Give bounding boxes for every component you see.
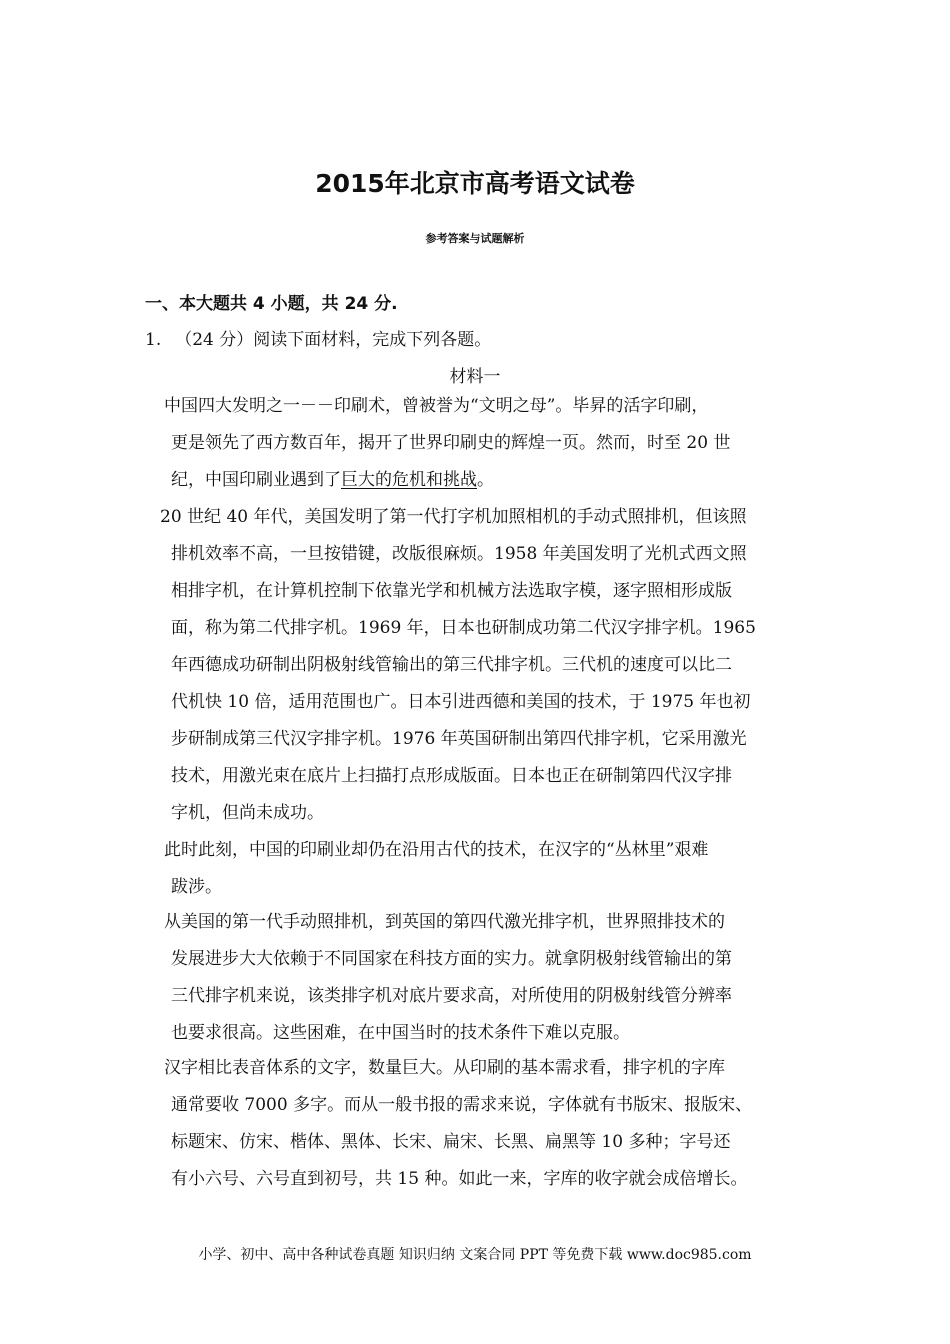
paragraph-line: 字机，但尚未成功。 [171, 803, 324, 823]
paragraph-line: 三代排字机来说，该类排字机对底片要求高，对所使用的阴极射线管分辨率 [171, 986, 732, 1006]
document-title: 2015年北京市高考语文试卷 [315, 169, 635, 198]
underlined-phrase: 巨大的危机和挑战 [341, 470, 477, 490]
paragraph-line: 步研制成第三代汉字排字机。1976 年英国研制出第四代排字机，它采用激光 [171, 729, 747, 749]
paragraph-line: 标题宋、仿宋、楷体、黑体、长宋、扁宋、长黑、扁黑等 10 多种；字号还 [171, 1132, 731, 1152]
paragraph-line: 相排字机，在计算机控制下依靠光学和机械方法选取字模，逐字照相形成版 [171, 581, 732, 601]
paragraph-line [171, 469, 494, 491]
paragraph-line: 通常要收 7000 多字。而从一般书报的需求来说，字体就有书版宋、报版宋、 [171, 1095, 753, 1115]
paragraph-line: 发展进步大大依赖于不同国家在科技方面的实力。就拿阴极射线管输出的第 [171, 949, 732, 969]
paragraph-text: 纪，中国印刷业遇到了 [171, 470, 341, 490]
paragraph-line: 更是领先了西方数百年，揭开了世界印刷史的辉煌一页。然而，时至 20 世 [171, 433, 731, 453]
paragraph-line: 排机效率不高，一旦按错键，改版很麻烦。1958 年美国发明了光机式西文照 [171, 544, 747, 564]
paragraph-line: 技术，用激光束在底片上扫描打点形成版面。日本也正在研制第四代汉字排 [171, 766, 732, 786]
question-number: 1. [145, 330, 162, 350]
question-text: （24 分）阅读下面材料，完成下列各题。 [175, 330, 492, 350]
paragraph-line: 20 世纪 40 年代，美国发明了第一代打字机加照相机的手动式照排机，但该照 [160, 507, 747, 527]
question-1 [145, 325, 491, 350]
paragraph-line: 年西德成功研制出阴极射线管输出的第三代排字机。三代机的速度可以比二 [171, 655, 732, 675]
paragraph-line: 面，称为第二代排字机。1969 年，日本也研制成功第二代汉字排字机。1965 [171, 618, 756, 638]
paragraph-line: 此时此刻，中国的印刷业却仍在沿用古代的技术，在汉字的“丛林里”艰难 [164, 840, 709, 860]
paragraph-line: 代机快 10 倍，适用范围也广。日本引进西德和美国的技术，于 1975 年也初 [171, 692, 751, 712]
paragraph-line: 跋涉。 [171, 877, 222, 897]
paragraph-text: 。 [477, 470, 494, 490]
paragraph-line: 有小六号、六号直到初号，共 15 种。如此一来，字库的收字就会成倍增长。 [171, 1169, 748, 1189]
page-footer: 小学、初中、高中各种试卷真题 知识归纳 文案合同 PPT 等免费下载 www.doc985.com [198, 1247, 752, 1263]
section-heading: 一、本大题共 4 小题，共 24 分. [145, 294, 398, 314]
document-subtitle: 参考答案与试题解析 [425, 232, 525, 245]
paragraph-line: 汉字相比表音体系的文字，数量巨大。从印刷的基本需求看，排字机的字库 [164, 1058, 725, 1078]
paragraph-line: 从美国的第一代手动照排机，到英国的第四代激光排字机，世界照排技术的 [164, 912, 725, 932]
paragraph-line: 中国四大发明之一－－印刷术，曾被誉为“文明之母”。毕昇的活字印刷， [164, 396, 709, 416]
material-title: 材料一 [449, 367, 501, 387]
paragraph-line: 也要求很高。这些困难，在中国当时的技术条件下难以克服。 [171, 1023, 630, 1043]
